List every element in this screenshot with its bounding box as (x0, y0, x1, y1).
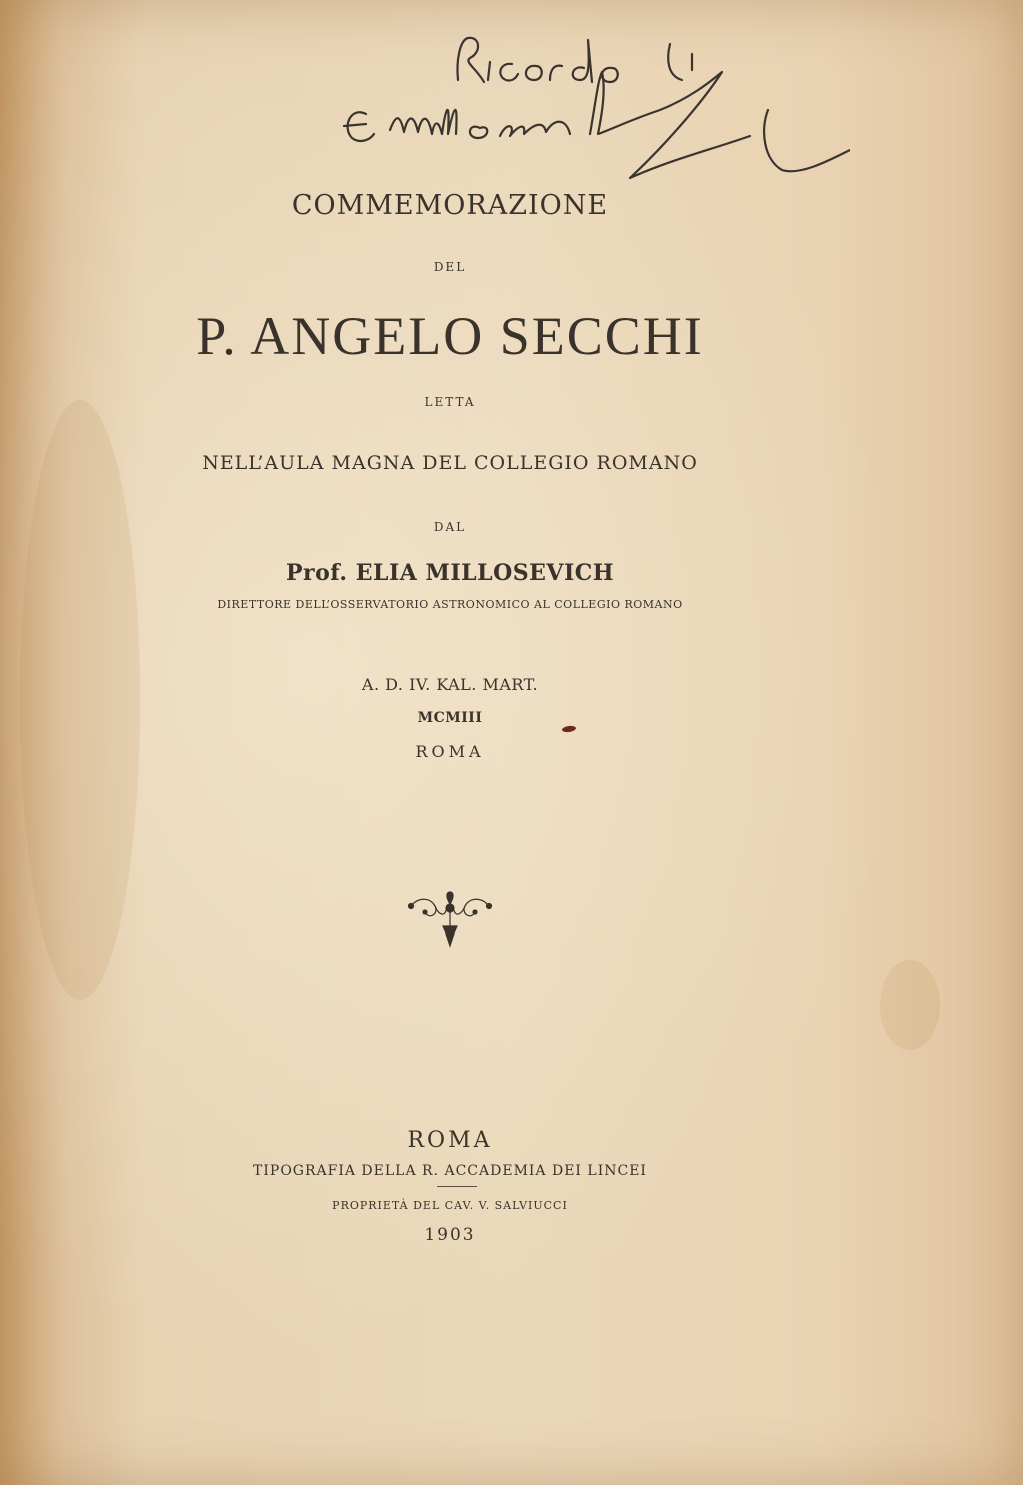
handwritten-inscription (330, 10, 850, 210)
imprint-city: ROMA (407, 1128, 493, 1153)
cover-date: A. D. IV. KAL. MART. (361, 675, 539, 694)
imprint-printer: TIPOGRAFIA DELLA R. ACCADEMIA DEI LINCEI (253, 1163, 647, 1179)
floral-vignette-icon (405, 890, 495, 950)
cover-subject-title: P. ANGELO SECCHI (196, 306, 704, 366)
cover-author-role: DIRETTORE DELL’OSSERVATORIO ASTRONOMICO AL COLLEGIO ROMANO (217, 598, 683, 611)
cover-letta-word: LETTA (424, 395, 476, 409)
cover-del-word: DEL (433, 260, 467, 274)
imprint-rule (437, 1186, 477, 1187)
ink-spot (562, 725, 577, 733)
imprint-owner: PROPRIETÀ DEL CAV. V. SALVIUCCI (332, 1199, 568, 1212)
cover-year-roman: MCMIII (417, 710, 483, 726)
cover-dal-word: DAL (433, 520, 467, 534)
cover-author: Prof. ELIA MILLOSEVICH (285, 560, 615, 586)
imprint-year: 1903 (424, 1225, 476, 1245)
cover-city: ROMA (415, 742, 485, 761)
paper-stain (20, 400, 140, 1000)
paper-stain (880, 960, 940, 1050)
cover-heading: COMMEMORAZIONE (291, 190, 609, 221)
cover-venue: NELL’AULA MAGNA DEL COLLEGIO ROMANO (202, 452, 698, 474)
